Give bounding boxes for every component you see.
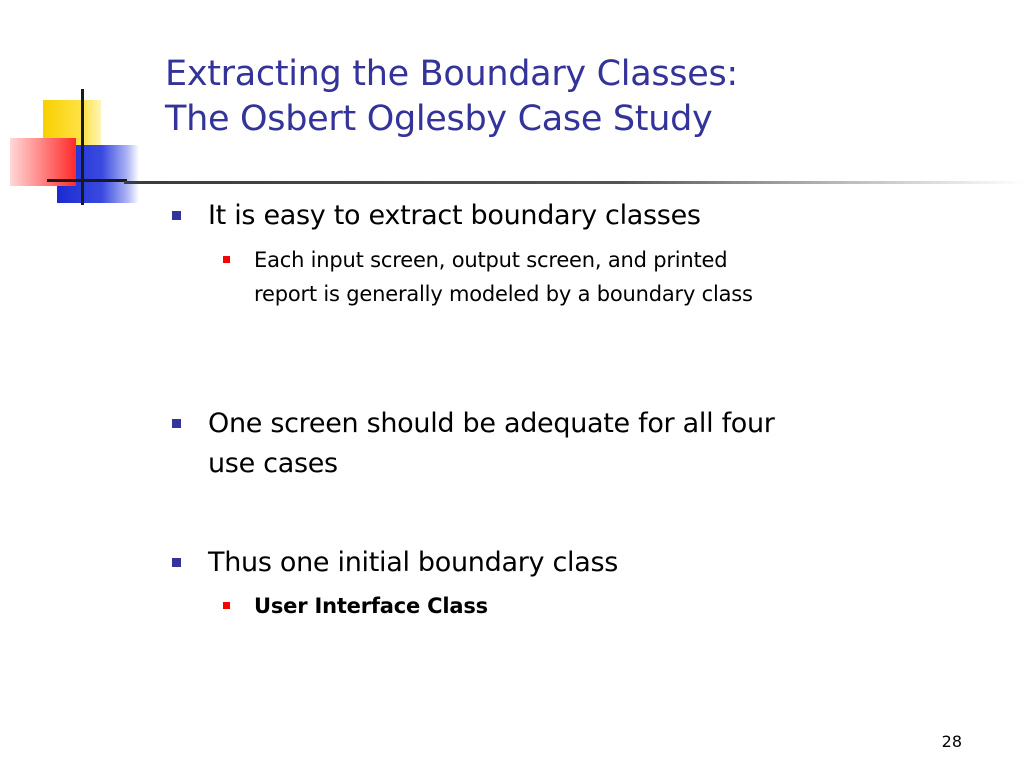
- sub-bullet-text: User Interface Class: [254, 594, 488, 618]
- bullet-text: It is easy to extract boundary classes: [208, 200, 701, 231]
- sub-bullet-item: [254, 243, 794, 311]
- bullet-text: Thus one initial boundary class: [208, 547, 618, 578]
- slide-title-line-2: The Osbert Oglesby Case Study: [165, 99, 713, 139]
- bullet-item: [208, 543, 808, 583]
- square-bullet-icon: [172, 558, 181, 567]
- sub-bullet-text: Each input screen, output screen, and printed report is generally modeled by a boundary class: [254, 248, 753, 306]
- red-square-bullet-icon: [223, 602, 230, 609]
- page-number: 28: [941, 732, 962, 751]
- bullet-item: [208, 196, 808, 236]
- bullet-text: One screen should be adequate for all four use cases: [208, 408, 775, 479]
- red-square-bullet-icon: [223, 256, 230, 263]
- slide-title-line-1: Extracting the Boundary Classes:: [165, 54, 738, 94]
- bullet-item: [208, 404, 808, 484]
- sub-bullet-item: [254, 589, 794, 623]
- square-bullet-icon: [172, 419, 181, 428]
- square-bullet-icon: [172, 211, 181, 220]
